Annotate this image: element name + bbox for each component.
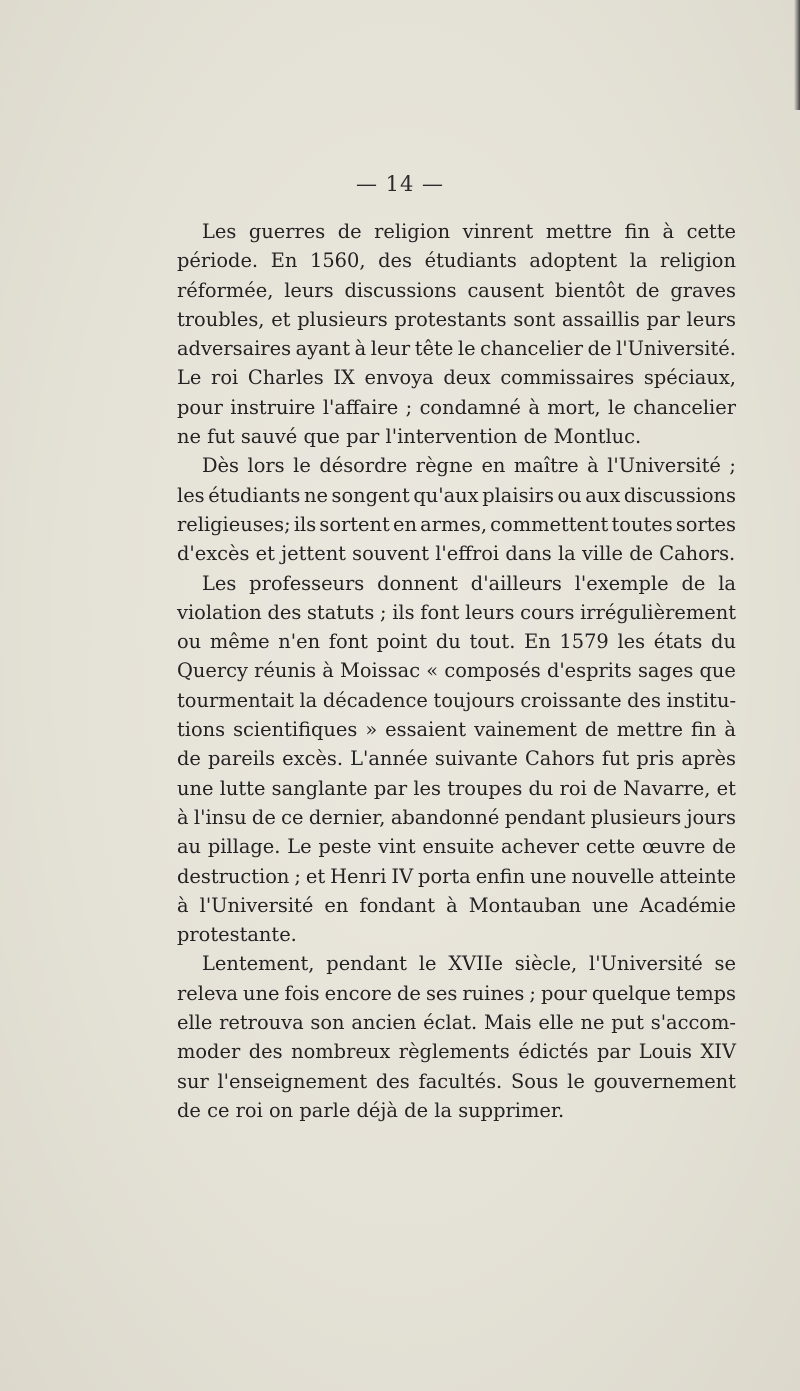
body-text — [177, 217, 736, 1125]
text-line: les étudiants ne songent qu'aux plaisirs ou aux discussions — [177, 483, 736, 507]
text-line: sur l'enseignement des facultés. Sous le gouvernement — [177, 1069, 736, 1093]
text-line: Le roi Charles IX envoya deux commissaires spéciaux, — [177, 366, 736, 390]
text-line: période. En 1560, des étudiants adoptent la religion — [177, 249, 736, 273]
text-line: Les guerres de religion vinrent mettre fin à cette — [202, 220, 736, 243]
text-line: au pillage. Le peste vint ensuite achever cette œuvre de — [177, 835, 736, 859]
text-line: moder des nombreux règlements édictés par Louis XIV — [177, 1040, 736, 1064]
text-line: elle retrouva son ancien éclat. Mais elle ne put s'accom- — [177, 1011, 736, 1035]
text-line: tions scientifiques » essaient vainement de mettre fin à — [177, 718, 736, 742]
text-line: une lutte sanglante par les troupes du roi de Navarre, et — [177, 776, 736, 800]
text-line: religieuses; ils sortent en armes, commettent toutes sortes — [177, 512, 736, 536]
text-line: Quercy réunis à Moissac « composés d'esprits sages que — [177, 659, 736, 683]
text-line: violation des statuts ; ils font leurs cours irrégulièrement — [177, 600, 736, 624]
text-line: adversaires ayant à leur tête le chancelier de l'Université. — [177, 337, 736, 361]
text-line: d'excès et jettent souvent l'effroi dans la ville de Cahors. — [177, 542, 736, 566]
text-line: pour instruire l'affaire ; condamné à mort, le chancelier — [177, 395, 736, 419]
text-line: destruction ; et Henri IV porta enfin une nouvelle atteinte — [177, 864, 736, 888]
page-number: — 14 — — [355, 172, 445, 196]
text-line: à l'Université en fondant à Montauban une Académie — [177, 893, 736, 917]
text-line: ou même n'en font point du tout. En 1579 les états du — [177, 630, 736, 654]
text-line: à l'insu de ce dernier, abandonné pendant plusieurs jours — [177, 805, 736, 829]
text-line: Les professeurs donnent d'ailleurs l'exemple de la — [202, 571, 736, 595]
text-line: troubles, et plusieurs protestants sont assaillis par leurs — [177, 307, 736, 331]
text-line: ne fut sauvé que par l'intervention de Montluc. — [177, 425, 642, 449]
text-line: releva une fois encore de ses ruines ; pour quelque temps — [177, 981, 736, 1005]
text-line: protestante. — [177, 923, 297, 947]
text-line: réformée, leurs discussions causent bientôt de graves — [177, 278, 736, 302]
text-line: de pareils excès. L'année suivante Cahors fut pris après — [177, 747, 736, 771]
text-line: de ce roi on parle déjà de la supprimer. — [177, 1098, 565, 1122]
text-line: tourmentait la décadence toujours croissante des institu- — [177, 688, 736, 712]
page-edge-shadow — [794, 0, 800, 110]
text-line: Lentement, pendant le XVIIe siècle, l'Université se — [202, 952, 736, 976]
text-line: Dès lors le désordre règne en maître à l'Université ; — [202, 454, 736, 478]
